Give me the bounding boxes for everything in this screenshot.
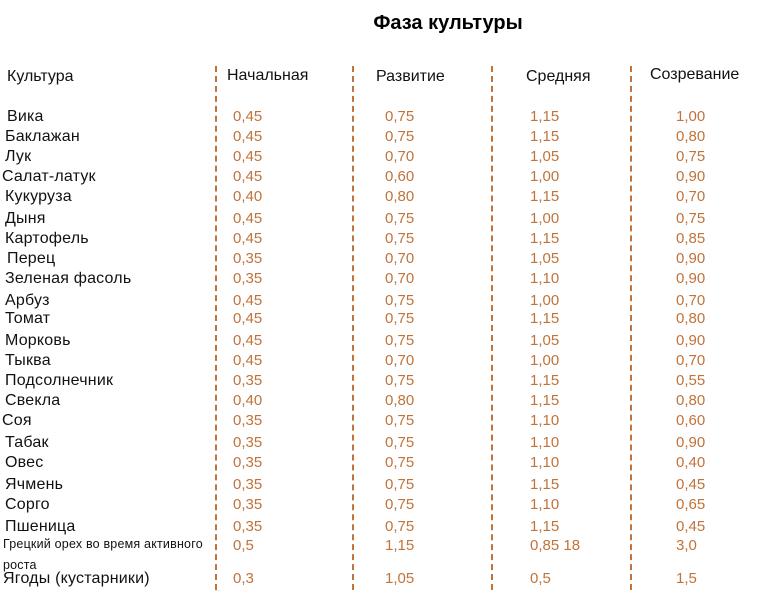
- crop-name: Лук: [5, 148, 32, 165]
- table-row: [0, 434, 768, 454]
- kc-value: 1,00: [530, 352, 560, 369]
- kc-value: 0,40: [233, 188, 263, 205]
- crop-name: Сорго: [5, 496, 50, 513]
- kc-value: 1,15: [530, 128, 560, 145]
- kc-value: 0,75: [385, 518, 415, 535]
- kc-value: 1,15: [530, 372, 560, 389]
- table-row: [0, 108, 768, 128]
- table-row: [0, 270, 768, 290]
- kc-value: 0,80: [385, 188, 415, 205]
- table-row: [0, 372, 768, 392]
- kc-value: 1,00: [530, 210, 560, 227]
- crop-name: Картофель: [5, 230, 89, 247]
- kc-value: 1,5: [676, 570, 697, 587]
- kc-value: 1,15: [530, 108, 560, 125]
- kc-value: 0,35: [233, 518, 263, 535]
- kc-value: 1,00: [530, 168, 560, 185]
- kc-value: 0,45: [233, 292, 263, 309]
- crop-name: Кукуруза: [5, 188, 72, 205]
- kc-value: 0,45: [233, 108, 263, 125]
- kc-value: 0,80: [676, 128, 706, 145]
- kc-value: 0,85 18: [530, 537, 581, 554]
- kc-value: 0,80: [676, 310, 706, 327]
- kc-value: 0,40: [233, 392, 263, 409]
- kc-value: 0,35: [233, 412, 263, 429]
- bottom-rule: [215, 590, 220, 591]
- crop-name: Арбуз: [5, 292, 50, 309]
- kc-value: 0,45: [676, 518, 706, 535]
- table-row: [0, 168, 768, 188]
- kc-value: 0,45: [233, 332, 263, 349]
- header-late: Созревание: [650, 66, 740, 83]
- kc-value: 0,3: [233, 570, 254, 587]
- kc-value: 0,5: [233, 537, 254, 554]
- kc-value: 0,60: [676, 412, 706, 429]
- kc-value: 0,70: [676, 188, 706, 205]
- crop-name: Свекла: [5, 392, 61, 409]
- table-row: [0, 570, 768, 590]
- table-row: [0, 537, 768, 572]
- kc-value: 0,90: [676, 168, 706, 185]
- kc-value: 0,35: [233, 372, 263, 389]
- kc-value: 0,65: [676, 496, 706, 513]
- kc-value: 1,15: [530, 188, 560, 205]
- page-title: Фаза культуры: [373, 12, 523, 34]
- crop-name: Грецкий орех во время активного роста: [3, 537, 203, 572]
- table-row: [0, 250, 768, 270]
- kc-value: 0,5: [530, 570, 551, 587]
- kc-value: 0,90: [676, 332, 706, 349]
- kc-value: 0,45: [233, 210, 263, 227]
- kc-value: 0,75: [676, 148, 706, 165]
- kc-value: 0,40: [676, 454, 706, 471]
- kc-value: 0,45: [233, 352, 263, 369]
- crop-name: Тыква: [5, 352, 51, 369]
- crop-name: Морковь: [5, 332, 71, 349]
- kc-value: 1,05: [530, 250, 560, 267]
- table-row: [0, 210, 768, 230]
- kc-value: 0,75: [385, 412, 415, 429]
- crop-name: Вика: [7, 108, 44, 125]
- kc-value: 0,55: [676, 372, 706, 389]
- kc-value: 0,75: [385, 372, 415, 389]
- kc-value: 1,10: [530, 434, 560, 451]
- crop-name: Дыня: [5, 210, 46, 227]
- kc-value: 1,05: [530, 332, 560, 349]
- table-row: [0, 188, 768, 208]
- crop-name: Ягоды (кустарники): [3, 570, 150, 587]
- crop-name: Табак: [5, 434, 49, 451]
- header-crop: Культура: [7, 68, 74, 85]
- kc-value: 1,10: [530, 270, 560, 287]
- kc-value: 0,90: [676, 270, 706, 287]
- table-row: [0, 332, 768, 352]
- kc-value: 0,75: [385, 454, 415, 471]
- kc-value: 1,15: [530, 518, 560, 535]
- kc-value: 0,90: [676, 434, 706, 451]
- kc-value: 0,70: [385, 148, 415, 165]
- table-row: [0, 454, 768, 474]
- kc-value: 0,75: [385, 310, 415, 327]
- kc-value: 1,15: [530, 392, 560, 409]
- kc-value: 0,45: [233, 128, 263, 145]
- kc-value: 0,35: [233, 250, 263, 267]
- kc-value: 0,75: [676, 210, 706, 227]
- table-row: [0, 412, 768, 432]
- kc-value: 0,45: [233, 230, 263, 247]
- kc-value: 3,0: [676, 537, 697, 554]
- table-row: [0, 148, 768, 168]
- kc-value: 0,70: [676, 352, 706, 369]
- crop-name: Томат: [5, 310, 51, 327]
- kc-value: 0,35: [233, 454, 263, 471]
- kc-value: 0,75: [385, 210, 415, 227]
- crop-name: Перец: [7, 250, 56, 267]
- crop-name: Баклажан: [5, 128, 80, 145]
- kc-value: 1,15: [530, 230, 560, 247]
- kc-value: 1,05: [530, 148, 560, 165]
- header-middle: Средняя: [526, 68, 591, 85]
- kc-value: 0,75: [385, 434, 415, 451]
- crop-name: Подсолнечник: [5, 372, 114, 389]
- crop-name: Салат-латук: [2, 168, 96, 185]
- kc-value: 1,15: [385, 537, 415, 554]
- kc-value: 1,15: [530, 476, 560, 493]
- table-row: [0, 128, 768, 148]
- kc-value: 1,10: [530, 412, 560, 429]
- kc-value: 0,75: [385, 496, 415, 513]
- kc-value: 0,70: [385, 250, 415, 267]
- kc-value: 0,45: [233, 168, 263, 185]
- kc-value: 0,75: [385, 108, 415, 125]
- crop-name: Овес: [5, 454, 44, 471]
- kc-value: 0,45: [233, 310, 263, 327]
- kc-value: 1,10: [530, 454, 560, 471]
- kc-value: 0,75: [385, 128, 415, 145]
- kc-value: 0,70: [385, 270, 415, 287]
- kc-value: 0,45: [676, 476, 706, 493]
- kc-value: 0,80: [385, 392, 415, 409]
- kc-value: 0,75: [385, 292, 415, 309]
- kc-value: 0,85: [676, 230, 706, 247]
- kc-value: 1,00: [676, 108, 706, 125]
- header-initial: Начальная: [227, 67, 309, 84]
- kc-value: 1,15: [530, 310, 560, 327]
- kc-value: 0,75: [385, 476, 415, 493]
- kc-value: 1,10: [530, 496, 560, 513]
- crop-name: Соя: [2, 412, 32, 429]
- table-row: [0, 476, 768, 496]
- table-row: [0, 496, 768, 516]
- crop-name: Ячмень: [5, 476, 64, 493]
- crop-name: Пшеница: [5, 518, 76, 535]
- table-row: [0, 392, 768, 412]
- table-row: [0, 310, 768, 330]
- kc-value: 0,75: [385, 332, 415, 349]
- table-row: [0, 292, 768, 312]
- table-row: [0, 230, 768, 250]
- crop-name: Зеленая фасоль: [5, 270, 132, 287]
- header-development: Развитие: [376, 68, 445, 85]
- kc-value: 0,35: [233, 434, 263, 451]
- kc-value: 0,90: [676, 250, 706, 267]
- kc-value: 0,75: [385, 230, 415, 247]
- table-row: [0, 352, 768, 372]
- kc-value: 0,70: [676, 292, 706, 309]
- kc-value: 0,80: [676, 392, 706, 409]
- kc-value: 0,70: [385, 352, 415, 369]
- kc-value: 0,45: [233, 148, 263, 165]
- kc-value: 1,00: [530, 292, 560, 309]
- kc-value: 1,05: [385, 570, 415, 587]
- kc-value: 0,35: [233, 270, 263, 287]
- kc-value: 0,35: [233, 476, 263, 493]
- kc-value: 0,35: [233, 496, 263, 513]
- kc-value: 0,60: [385, 168, 415, 185]
